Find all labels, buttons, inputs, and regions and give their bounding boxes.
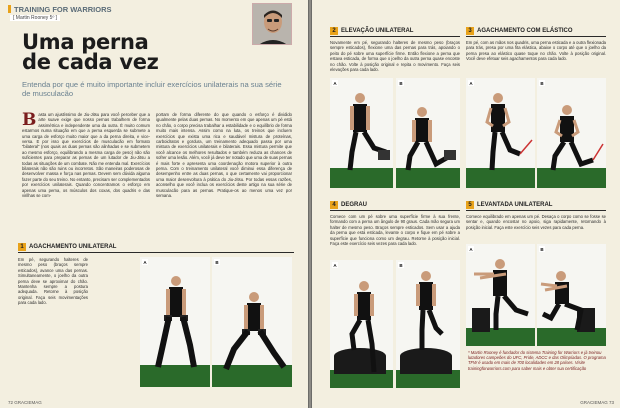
section-5-text: Comece equilibrado em apenas um pé. Desaça o corpo como se fosse se sentar e, quando encostar no apoio, siga rapidamente, retornando à posição inicial. Faça este exercício seis vezes para cada perna.	[466, 214, 606, 230]
section-5-rule	[466, 210, 606, 211]
athlete-step-up-b-illustration	[396, 260, 460, 388]
author-portrait	[252, 3, 292, 45]
photo-tag-a: A	[143, 259, 147, 265]
body-text-1: asta um ajustíssimo de Jiu-Jitsu para você perceber que a arte suave exige que nosso pernas trabalhem de forma assimétrica e independente uma da outra. É muito comum estarmos numa situação em que a perna esquerda se submete a uma carga de esforço muito maior que a da perna direita, e vice-versa. E por isso que exercícios de musculacão em formato “bilateral” (nos quais as duas pernas são alinhadas e se submetem ao mesmo esforço, equilibrando a mesma carga de peso) não são suficientes para preparar as pernas de um lutador de Jiu-Jitsu a todas as situações de um combate. Não me entenda mal. Exercícios bilaterais não são ruins ou incorretos. São maneiras poderosas de desenvolver massa e força nas pernas. Devem sem dúvida alguma fazer parte do seu treino. No entanto, precisam ser complementados por exercícios unilaterais. Quando concentramos o esforço em apenas uma perna, os músculos dos coxas, dos quadris e das virilhas se com-	[22, 112, 150, 199]
section-3-title: AGACHAMENTO COM ELÁSTICO	[477, 27, 573, 34]
athlete-pistol-b-illustration	[537, 244, 606, 346]
section-1-number: 1	[18, 243, 26, 251]
section-5-title: LEVANTADA UNILATERAL	[477, 201, 553, 208]
photo-tag-b: B	[399, 80, 403, 86]
section-2-photo-a	[330, 78, 393, 188]
body-column-2: portam de forma diferente do que quando o esforço é dividido igualmente pelas duas pernas. No momento em que apenas um pé está no chão, o corpo precisa trabalhar a estabilidade e o equilíbrio de forma muito mais intensa. Assim como na luta, os treinos que incluem exercícios que exista uma rica e saudável mistura de proteínas, carboidratos e gordura, um treinamento adequado passa por uma mistura de exercícios unilaterais e bilaterais. Essa mistura permite que você alcance os melhores resultados e também reduza as chances de sofrer uma lesão. Além, você já deve ter notado que uma de suas pernas é mais forte e apresenta uma coordenação motora superior à outra perna. Com o treinamento unilateral você diminui essa diferença de desempenho entre as duas pernas, o que certamente vai proporcionar uma maior desenvoltura à prática do Jiu-Jitsu. Por todas essas razões, aconselho que você inclua os exercícios deste artigo na sua série de musculacão para as pernas. Pratique-os ao menos uma vez por semana.	[156, 112, 292, 199]
photo-tag-a: A	[333, 80, 337, 86]
left-page-footer: 72 GRACIEMAG	[8, 400, 42, 405]
photo-tag-a: A	[469, 246, 473, 252]
section-3-photo-b	[537, 78, 606, 188]
byline: [ Martin Rooney 5º ]	[10, 15, 60, 21]
section-3-number: 3	[466, 27, 474, 35]
athlete-lunge-a-illustration	[140, 257, 210, 387]
section-5-photo-a	[466, 244, 535, 346]
photo-tag-a: A	[333, 262, 337, 268]
section-1-text: Em pé, segurando halteres de mesmo peso (braços sempre esticados), avance uma das pernas. Simultaneamente, o joelho da outra perna deve se aproximar do chão. Mantenha sempre a postura adequada. Retorne à posição original. Faça seis movimentações para cada lado.	[18, 257, 88, 306]
photo-tag-b: B	[540, 80, 544, 86]
headline-line-2: de cada vez	[22, 50, 159, 74]
section-4-text: Comece com um pé sobre uma superfície firme à sua frente, formando com a perna um ângulo de 90 graus. Cada mão segura um halter de mesmo peso. Braços sempre esticados. Sem usar a ajuda da perna que está esticada, levante o corpo e fique em pé sobre a superfície que funciona como um degrau. Retorne à posição inicial. Faça este exercício seis vezes para cada lado.	[330, 214, 460, 247]
section-1-rule	[18, 252, 294, 253]
section-2-header	[330, 26, 460, 35]
article-headline	[22, 32, 159, 72]
section-2-title: ELEVAÇÃO UNILATERAL	[341, 27, 414, 34]
section-kicker: TRAINING FOR WARRIORS	[14, 5, 112, 14]
section-4-photo-a	[330, 260, 393, 388]
kicker-marker	[8, 5, 11, 13]
left-page	[0, 0, 308, 408]
right-page-footer: GRACIEMAG 73	[580, 400, 614, 405]
section-4-photo-b	[396, 260, 460, 388]
section-5-header	[466, 200, 606, 209]
drop-cap: B	[22, 112, 37, 130]
headline-line-1: Uma perna	[22, 30, 149, 54]
author-footnote: * Martin Rooney é fundador do sistema Training for Warriors e já treinou lutadores campeões do UFC, Pride, ADCC e das Olimpíadas. O programa TFW é usado em mais de 700 localidades em 28 países. Visite trainingforwarriors.com para saber mais e obter sua certificação	[468, 350, 606, 371]
article-deck: Entenda por que é muito importante incluir exercícios unilaterais na sua série de musculacão	[22, 80, 282, 98]
body-column-1	[22, 112, 150, 232]
photo-tag-a: A	[469, 80, 473, 86]
section-4-header	[330, 200, 460, 209]
section-4-title: DEGRAU	[341, 201, 368, 208]
section-5-number: 5	[466, 201, 474, 209]
athlete-band-squat-a-illustration	[466, 78, 535, 188]
athlete-pistol-a-illustration	[466, 244, 535, 346]
section-4-number: 4	[330, 201, 338, 209]
section-2-number: 2	[330, 27, 338, 35]
section-3-text: Em pé, com as mãos nos quadris, uma perna esticada e a outra flexionada para trás, presa por uma fita elástica, abaixe o corpo até que o joelho da perna presa ao elástico quase toque no chão. Volte à posição original. Você deve efetuar seis agachamentos para cada lado.	[466, 40, 606, 62]
section-1-header	[18, 242, 294, 251]
section-2-photo-b	[396, 78, 460, 188]
athlete-lunge-b-illustration	[212, 257, 292, 387]
section-2-text: Novamente em pé, segurando halteres de mesmo peso (braços sempre esticados), flexione uma das pernas para trás, apoiando o peito do pé sobre uma superfície firme. Então flexione a perna que estava esticada, de forma que o joelho da outra perna quase encoste no chão. Volte à posição original e repita o movimento. Faça seis elevações para cada lado.	[330, 40, 460, 73]
section-1-photo-a	[140, 257, 210, 387]
section-3-rule	[466, 36, 606, 37]
section-2-rule	[330, 36, 460, 37]
section-1-photo-b	[212, 257, 292, 387]
photo-tag-b: B	[399, 262, 403, 268]
section-5-photo-b	[537, 244, 606, 346]
section-3-header	[466, 26, 606, 35]
athlete-split-squat-a-illustration	[330, 78, 393, 188]
section-3-photo-a	[466, 78, 535, 188]
right-page	[312, 0, 620, 408]
athlete-step-up-a-illustration	[330, 260, 393, 388]
section-1-title: AGACHAMENTO UNILATERAL	[29, 243, 117, 250]
athlete-band-squat-b-illustration	[537, 78, 606, 188]
photo-tag-b: B	[540, 246, 544, 252]
photo-tag-b: B	[215, 259, 219, 265]
athlete-split-squat-b-illustration	[396, 78, 460, 188]
section-4-rule	[330, 210, 460, 211]
